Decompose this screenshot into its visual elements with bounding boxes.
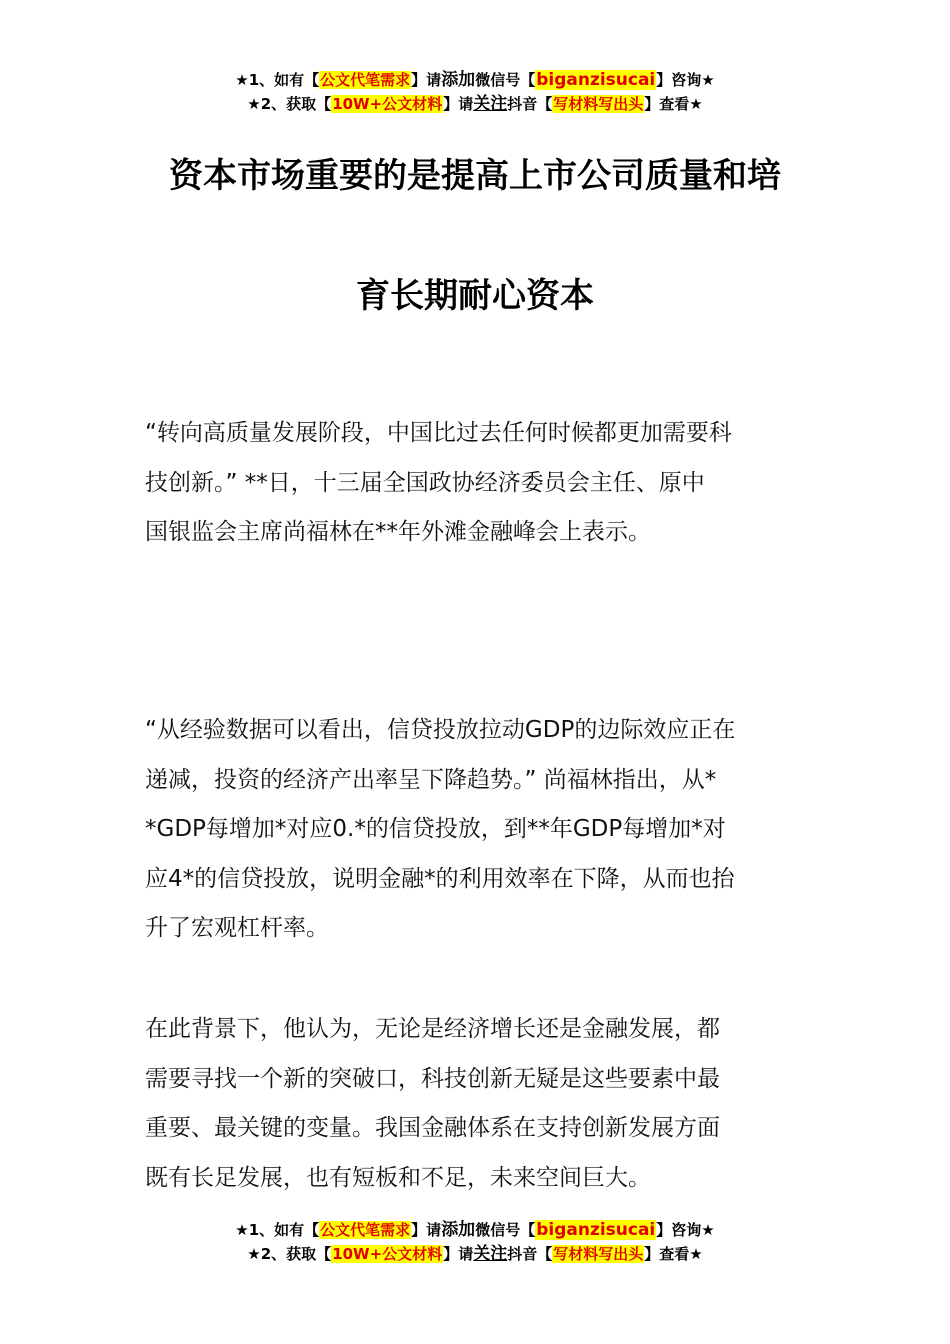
banner-text: 抖音【 [507,95,553,113]
banner-text: 】咨询★ [656,71,715,89]
banner-highlight: 写材料写出头 [553,1245,644,1263]
paragraph-line: 既有长足发展，也有短板和不足，未来空间巨大。 [145,1164,651,1191]
paragraph-line: *GDP每增加*对应0.*的信贷投放，到**年GDP每增加*对 [145,816,726,842]
banner-text: 】咨询★ [656,1221,715,1239]
banner-text: 关注 [473,1244,508,1264]
banner-text: 关注 [473,94,508,114]
paragraph-line: 技创新。” **日，十三届全国政协经济委员会主任、原中 [145,469,705,496]
banner-highlight: biganzisucai [536,1220,656,1240]
document-title-line-2: 育长期耐心资本 [356,276,594,316]
banner-text: ★1、如有【 [235,71,320,89]
banner-text: 】请 [443,1245,474,1263]
banner-text: 】请 [411,71,442,89]
paragraph-line: 应4*的信贷投放，说明金融*的利用效率在下降，从而也抬 [145,865,735,892]
paragraph-line: “从经验数据可以看出，信贷投放拉动GDP的边际效应正在 [145,717,736,743]
banner-highlight: 公文代笔需求 [320,71,411,89]
banner-line-1 [0,1218,950,1242]
banner-text: 】查看★ [644,1245,703,1263]
paragraph-line: 重要、最关键的变量。我国金融体系在支持创新发展方面 [145,1115,720,1141]
banner-highlight: 10W+公文材料 [332,95,443,113]
paragraph-line: 国银监会主席尚福林在**年外滩金融峰会上表示。 [145,519,651,545]
banner-text: 微信号【 [475,1221,536,1239]
banner-text: ★1、如有【 [235,1221,320,1239]
banner-line-2 [0,1242,950,1266]
banner-text: 抖音【 [507,1245,553,1263]
banner-highlight: 写材料写出头 [553,95,644,113]
banner-text: 】查看★ [644,95,703,113]
banner-line-1 [0,68,950,92]
paragraph-3 [145,1005,813,1203]
banner-text: ★2、获取【 [247,1245,332,1263]
paragraph-line: 需要寻找一个新的突破口，科技创新无疑是这些要素中最 [145,1065,720,1092]
paragraph-2 [145,706,813,954]
banner-text: 添加 [441,70,476,90]
banner-line-2 [0,92,950,116]
paragraph-line: 递减，投资的经济产出率呈下降趋势。” 尚福林指出，从* [145,766,717,793]
banner-highlight: 10W+公文材料 [332,1245,443,1263]
banner-text: 】请 [411,1221,442,1239]
paragraph-line: “转向高质量发展阶段，中国比过去任何时候都更加需要科 [145,420,732,446]
banner-text: ★2、获取【 [247,95,332,113]
paragraph-line: 升了宏观杠杆率。 [145,915,329,941]
footer-banner [0,1218,950,1266]
header-banner [0,68,950,116]
banner-text: 添加 [441,1220,476,1240]
document-title-line-1: 资本市场重要的是提高上市公司质量和培 [169,156,781,196]
banner-highlight: biganzisucai [536,70,656,90]
banner-highlight: 公文代笔需求 [320,1221,411,1239]
paragraph-1 [145,409,813,558]
banner-text: 微信号【 [475,71,536,89]
paragraph-line: 在此背景下，他认为，无论是经济增长还是金融发展，都 [145,1016,720,1042]
banner-text: 】请 [443,95,474,113]
